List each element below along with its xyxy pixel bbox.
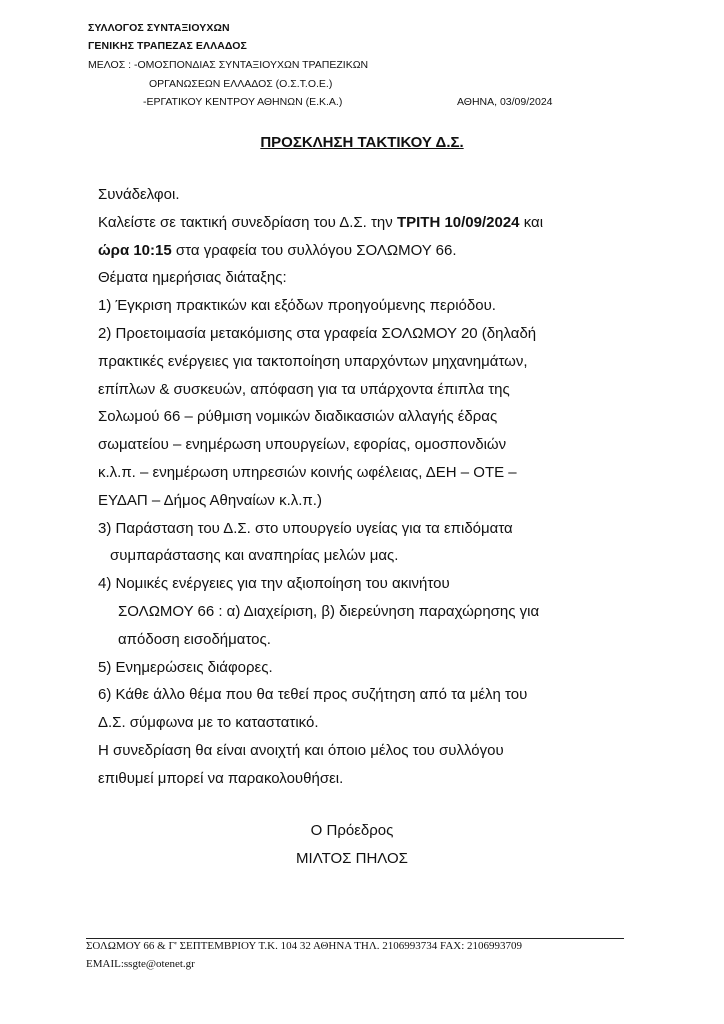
membership-line2: ΟΡΓΑΝΩΣΕΩΝ ΕΛΛΑΔΟΣ (Ο.Σ.Τ.Ο.Ε.) [149, 77, 333, 90]
footer-divider [86, 938, 624, 939]
agenda-item-2-line: πρακτικές ενέργειες για τακτοποίηση υπαρχόντων μηχανημάτων, [98, 352, 528, 370]
meeting-date: ΤΡΙΤΗ 10/09/2024 [396, 213, 520, 231]
agenda-item-6-line: 6) Κάθε άλλο θέμα που θα τεθεί προς συζήτηση από τα μέλη του [98, 686, 528, 704]
signature-role: Ο Πρόεδρος [310, 822, 394, 839]
closing-line: Η συνεδρίαση θα είναι ανοιχτή και όποιο μέλος του συλλόγου [98, 741, 504, 759]
footer-email: EMAIL:ssgte@otenet.gr [86, 958, 195, 970]
membership-line1: ΜΕΛΟΣ : -ΟΜΟΣΠΟΝΔΙΑΣ ΣΥΝΤΑΞΙΟΥΧΩΝ ΤΡΑΠΕΖΙΚΩΝ [88, 59, 369, 71]
agenda-item-2-line: κ.λ.π. – ενημέρωση υπηρεσιών κοινής ωφέλειας, ΔΕΗ – ΟΤΕ – [98, 463, 517, 481]
agenda-item-3-line: συμπαράστασης και αναπηρίας μελών μας. [110, 547, 399, 565]
invite-text: και [519, 213, 544, 231]
agenda-item-4-line: απόδοση εισοδήματος. [118, 630, 271, 648]
membership-block [88, 59, 368, 115]
signature-name: ΜΙΛΤΟΣ ΠΗΛΟΣ [296, 850, 408, 867]
agenda-item-2-line: ΕΥΔΑΠ – Δήμος Αθηναίων κ.λ.π.) [98, 491, 322, 509]
meeting-time: ώρα 10:15 [98, 241, 172, 259]
invite-text: Καλείστε σε τακτική συνεδρίαση του Δ.Σ. την [98, 213, 397, 231]
agenda-item-2-line: Σολωμού 66 – ρύθμιση νομικών διαδικασιών αλλαγής έδρας [98, 408, 498, 426]
org-name-line2: ΓΕΝΙΚΗΣ ΤΡΑΠΕΖΑΣ ΕΛΛΑΔΟΣ [88, 40, 247, 52]
agenda-item-5: 5) Ενημερώσεις διάφορες. [98, 658, 273, 676]
invite-text: στα γραφεία του συλλόγου ΣΟΛΩΜΟΥ 66. [171, 241, 457, 259]
agenda-item-4-line: ΣΟΛΩΜΟΥ 66 : α) Διαχείριση, β) διερεύνηση παραχώρησης για [118, 602, 540, 620]
agenda-item-3-line: 3) Παράσταση του Δ.Σ. στο υπουργείο υγείας για τα επιδόματα [98, 519, 513, 537]
agenda-item-2-line: επίπλων & συσκευών, απόφαση για τα υπάρχοντα έπιπλα της [98, 380, 510, 398]
agenda-item-2-line: σωματείου – ενημέρωση υπουργείων, εφορίας, ομοσπονδιών [98, 436, 507, 454]
closing-line: επιθυμεί μπορεί να παρακολουθήσει. [98, 769, 344, 787]
agenda-item-2-line: 2) Προετοιμασία μετακόμισης στα γραφεία ΣΟΛΩΜΟΥ 20 (δηλαδή [98, 324, 537, 342]
org-name-line1: ΣΥΛΛΟΓΟΣ ΣΥΝΤΑΞΙΟΥΧΩΝ [88, 22, 230, 34]
place-date: ΑΘΗΝΑ, 03/09/2024 [457, 96, 553, 108]
document-title: ΠΡΟΣΚΛΗΣΗ ΤΑΚΤΙΚΟΥ Δ.Σ. [260, 134, 464, 151]
invite-line2 [98, 237, 618, 265]
agenda-item-4-line: 4) Νομικές ενέργειες για την αξιοποίηση του ακινήτου [98, 575, 450, 593]
membership-line3: -ΕΡΓΑΤΙΚΟΥ ΚΕΝΤΡΟΥ ΑΘΗΝΩΝ (Ε.Κ.Α.) [143, 96, 343, 108]
agenda-item-6-line: Δ.Σ. σύμφωνα με το καταστατικό. [98, 714, 319, 732]
invite-line1 [98, 209, 618, 237]
agenda-heading: Θέματα ημερήσιας διάταξης: [98, 269, 287, 287]
footer-address: ΣΟΛΩΜΟΥ 66 & Γ' ΣΕΠΤΕΜΒΡΙΟΥ Τ.Κ. 104 32 ΑΘΗΝΑ ΤΗΛ. 2106993734 FAX: 2106993709 [86, 940, 523, 952]
letter-body [98, 181, 618, 793]
greeting: Συνάδελφοι. [98, 186, 180, 203]
agenda-item-1: 1) Έγκριση πρακτικών και εξόδων προηγούμενης περιόδου. [98, 297, 496, 315]
